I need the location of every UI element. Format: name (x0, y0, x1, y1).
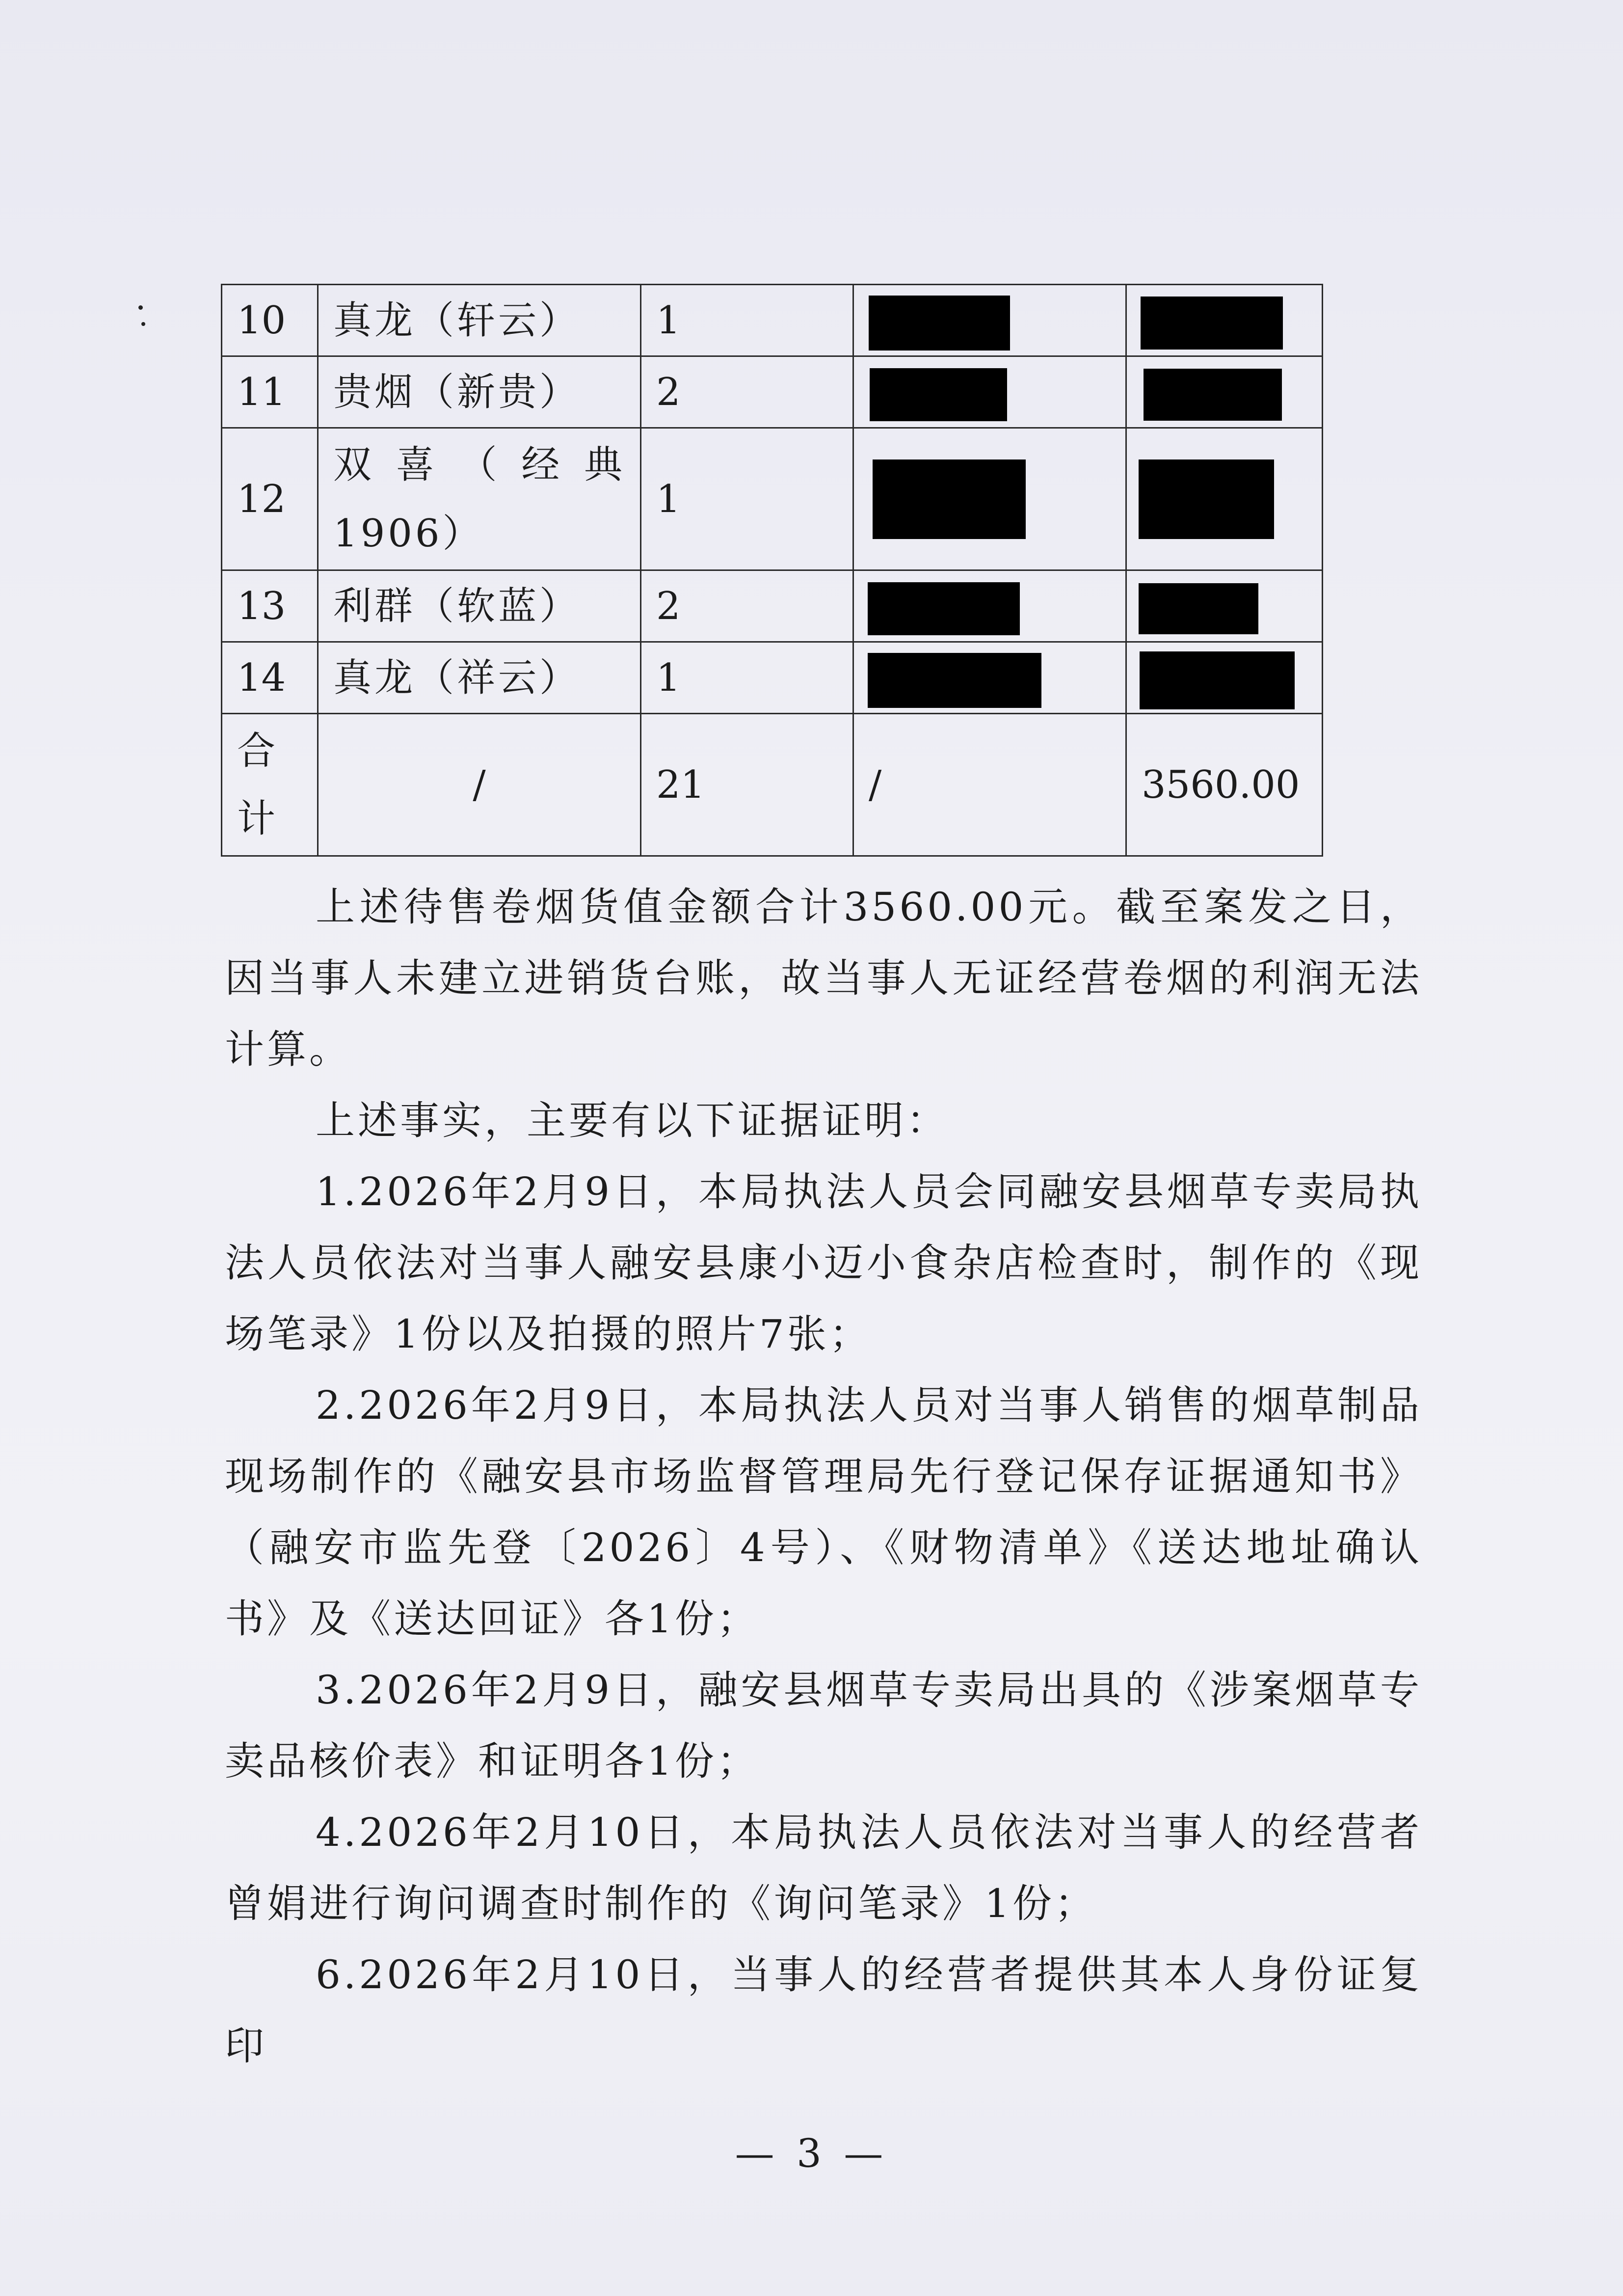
row-number: 13 (222, 570, 318, 642)
quantity: 2 (641, 570, 853, 642)
total-label (222, 714, 318, 856)
product-name: 利群（软蓝） (318, 570, 641, 642)
redaction-block (1140, 651, 1295, 709)
table-total-row (222, 714, 1323, 856)
product-name: 贵烟（新贵） (318, 356, 641, 428)
quantity: 2 (641, 356, 853, 428)
redaction-block (868, 582, 1020, 635)
product-name: 真龙（祥云） (318, 642, 641, 714)
unit-price-cell (853, 285, 1126, 356)
quantity: 1 (641, 428, 853, 570)
redaction-block (868, 653, 1041, 708)
redaction-block (873, 459, 1026, 539)
unit-price-cell (853, 570, 1126, 642)
quantity: 1 (641, 285, 853, 356)
row-number: 11 (222, 356, 318, 428)
product-name-line1: 双喜（经典 (333, 442, 625, 487)
total-name: / (318, 714, 641, 856)
paragraph: 6.2026年2月10日，当事人的经营者提供其本人身份证复印 (225, 1952, 1422, 2069)
table-row (222, 285, 1323, 356)
scan-speck (138, 305, 143, 310)
amount-cell (1126, 285, 1323, 356)
paragraph: 上述待售卷烟货值金额合计3560.00元。截至案发之日，因当事人未建立进销货台账，故当事人无证经营卷烟的利润无法计算。 (225, 884, 1422, 1072)
total-price: / (853, 714, 1126, 856)
quantity: 1 (641, 642, 853, 714)
goods-table (221, 284, 1323, 857)
paragraph: 3.2026年2月9日，融安县烟草专卖局出具的《涉案烟草专卖品核价表》和证明各1份； (225, 1667, 1422, 1784)
redaction-block (870, 368, 1007, 421)
body-text (225, 871, 1422, 2081)
paragraph: 2.2026年2月9日，本局执法人员对当事人销售的烟草制品现场制作的《融安县市场监督管理局先行登记保存证据通知书》（融安市监先登〔2026〕4号）、《财物清单》《送达地址确认书》及《送达回证》各1份； (225, 1382, 1422, 1642)
amount-cell (1126, 570, 1323, 642)
total-label-line2: 计 (237, 796, 276, 841)
redaction-block (1144, 369, 1282, 421)
total-quantity: 21 (641, 714, 853, 856)
paragraph: 上述事实，主要有以下证据证明： (316, 1098, 949, 1143)
product-name: 真龙（轩云） (318, 285, 641, 356)
redaction-block (1139, 459, 1274, 539)
amount-cell (1126, 428, 1323, 570)
row-number: 14 (222, 642, 318, 714)
unit-price-cell (853, 642, 1126, 714)
table-row (222, 642, 1323, 714)
page-number: — 3 — (735, 2131, 888, 2176)
amount-cell (1126, 642, 1323, 714)
redaction-block (1139, 583, 1258, 634)
table-row (222, 428, 1323, 570)
redaction-block (1141, 297, 1283, 350)
total-amount: 3560.00 (1126, 714, 1323, 856)
table-row (222, 356, 1323, 428)
redaction-block (869, 296, 1010, 351)
table-row (222, 570, 1323, 642)
unit-price-cell (853, 428, 1126, 570)
scan-speck (141, 322, 145, 326)
product-name-line2: 1906） (333, 511, 484, 556)
paragraph: 1.2026年2月9日，本局执法人员会同融安县烟草专卖局执法人员依法对当事人融安县康小迈小食杂店检查时，制作的《现场笔录》1份以及拍摄的照片7张； (225, 1169, 1422, 1357)
total-label-line1: 合 (237, 729, 276, 773)
product-name (318, 428, 641, 570)
row-number: 10 (222, 285, 318, 356)
unit-price-cell (853, 356, 1126, 428)
paragraph: 4.2026年2月10日，本局执法人员依法对当事人的经营者曾娟进行询问调查时制作的《询问笔录》1份； (225, 1810, 1422, 1926)
row-number: 12 (222, 428, 318, 570)
amount-cell (1126, 356, 1323, 428)
